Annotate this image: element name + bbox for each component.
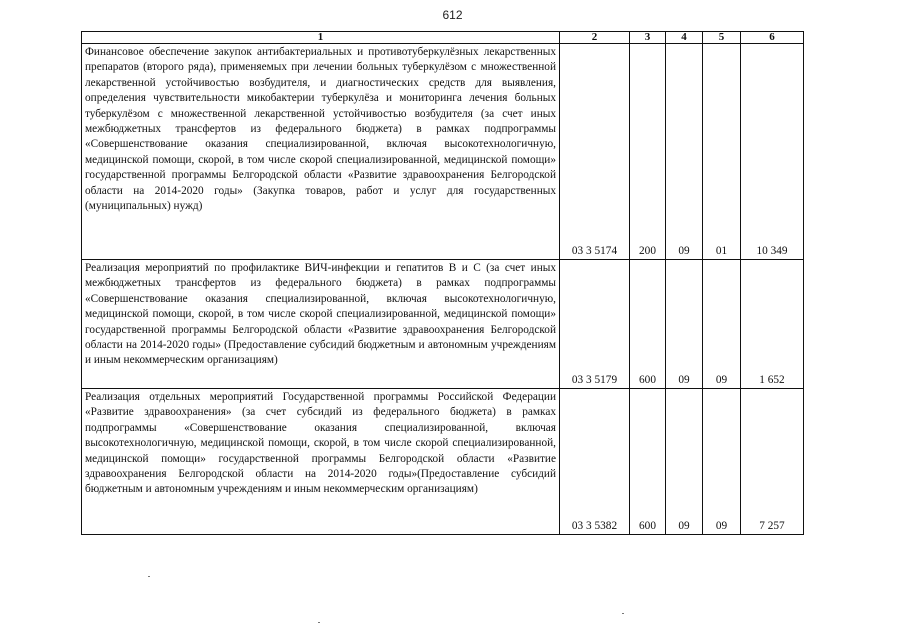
scan-speck [318,622,320,623]
page-number: 612 [442,8,463,22]
row-expense-type: 600 [630,389,666,535]
header-row [82,32,804,44]
row-expense-type: 600 [630,260,666,389]
scan-speck [622,613,624,614]
column-header-3: 3 [630,32,666,44]
row-section: 09 [666,260,703,389]
row-section: 09 [666,44,703,260]
row-target-code: 03 3 5179 [560,260,630,389]
row-subsection: 01 [703,44,741,260]
column-header-5: 5 [703,32,741,44]
row-amount: 1 652 [741,260,804,389]
table-row [82,260,804,389]
row-subsection: 09 [703,260,741,389]
column-header-1: 1 [82,32,560,44]
column-header-2: 2 [560,32,630,44]
row-target-code: 03 3 5174 [560,44,630,260]
table-row [82,389,804,535]
budget-table [81,31,804,535]
scan-speck [148,576,150,577]
row-subsection: 09 [703,389,741,535]
row-description: Реализация отдельных мероприятий Государственной программы Российской Федерации «Развитие здравоохранения» (за счет субсидий из федерального бюджета) в рамках подпрограммы «Совершенствование оказания специализированной, включая высокотехнологичную, медицинской помощи, скорой, в том числе скорой специализированной, медицинской помощи» государственной программы Белгородской области «Развитие здравоохранения Белгородской области на 2014-2020 годы»(Предоставление субсидий бюджетным и автономным учреждениям и иным некоммерческим организациям) [82,389,560,535]
row-description: Финансовое обеспечение закупок антибактериальных и противотуберкулёзных лекарственных препаратов (второго ряда), применяемых при лечении больных туберкулёзом с множественной лекарственной устойчивостью возбудителя, и диагностических средств для выявления, определения чувствительности микобактерии туберкулёза и мониторинга лечения больных туберкулёзом с множественной лекарственной устойчивостью возбудителя (за счет иных межбюджетных трансфертов из федерального бюджета) в рамках подпрограммы «Совершенствование оказания специализированной, включая высокотехнологичную, медицинской помощи, скорой, в том числе скорой специализированной, медицинской помощи» государственной программы Белгородской области «Развитие здравоохранения Белгородской области на 2014-2020 годы» (Закупка товаров, работ и услуг для государственных (муниципальных) нужд) [82,44,560,260]
row-target-code: 03 3 5382 [560,389,630,535]
row-section: 09 [666,389,703,535]
row-amount: 10 349 [741,44,804,260]
column-header-4: 4 [666,32,703,44]
table-row [82,44,804,260]
row-description: Реализация мероприятий по профилактике ВИЧ-инфекции и гепатитов В и С (за счет иных межбюджетных трансфертов из федерального бюджета) в рамках подпрограммы «Совершенствование оказания специализированной, включая высокотехнологичную, медицинской помощи, скорой, в том числе скорой специализированной, медицинской помощи» государственной программы Белгородской области «Развитие здравоохранения Белгородской области на 2014-2020 годы» (Предоставление субсидий бюджетным и автономным учреждениям и иным некоммерческим организациям) [82,260,560,389]
row-amount: 7 257 [741,389,804,535]
column-header-6: 6 [741,32,804,44]
row-expense-type: 200 [630,44,666,260]
